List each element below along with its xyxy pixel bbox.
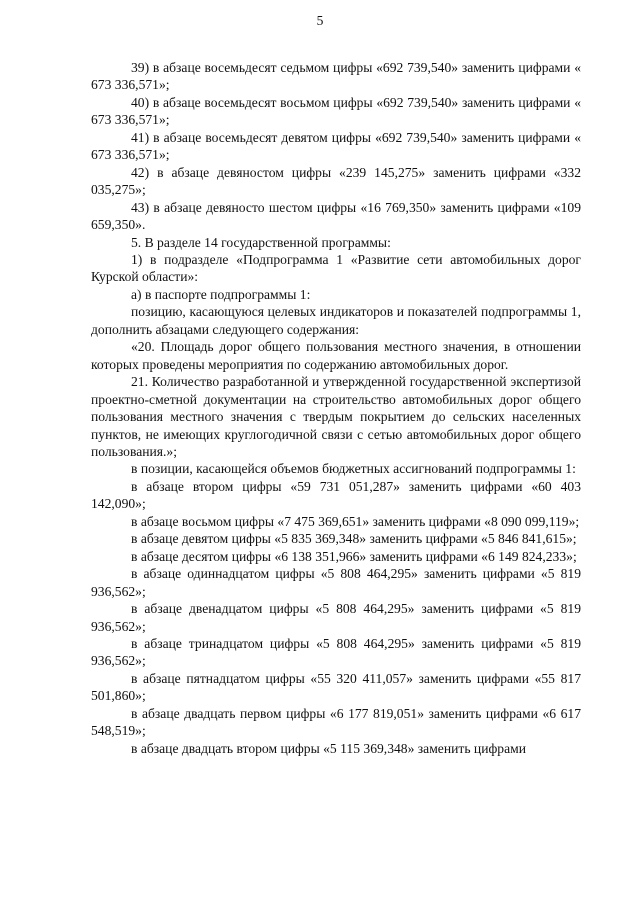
paragraph-indicators: позицию, касающуюся целевых индикаторов и показателей подпрограммы 1, дополнить абзацами следующего содержания:	[91, 304, 581, 337]
paragraph-abzac-12: в абзаце двенадцатом цифры «5 808 464,295» заменить цифрами «5 819 936,562»;	[91, 601, 581, 634]
paragraph-abzac-2: в абзаце втором цифры «59 731 051,287» заменить цифрами «60 403 142,090»;	[91, 478, 581, 512]
paragraph-budget: в позиции, касающейся объемов бюджетных ассигнований подпрограммы 1:	[131, 461, 576, 477]
paragraph-abzac-8: в абзаце восьмом цифры «7 475 369,651» заменить цифрами «8 090 099,119»;	[131, 513, 580, 529]
paragraph-item-43: 43) в абзаце девяносто шестом цифры «16 769,350» заменить цифрами «109 659,350».	[91, 199, 581, 233]
subsection-1: 1) в подразделе «Подпрограмма 1 «Развитие сети автомобильных дорог Курской области»:	[91, 251, 581, 285]
paragraph-abzac-9: в абзаце девятом цифры «5 835 369,348» заменить цифрами «5 846 841,615»;	[131, 531, 577, 547]
paragraph-abzac-10: в абзаце десятом цифры «6 138 351,966» заменить цифрами «6 149 824,233»;	[131, 548, 577, 564]
paragraph-item-20: «20. Площадь дорог общего пользования местного значения, в отношении которых проведены мероприятия по содержанию автомобильных дорог.	[91, 339, 581, 372]
paragraph-item-42: 42) в абзаце девяностом цифры «239 145,275» заменить цифрами «332 035,275»;	[91, 164, 581, 198]
paragraph-abzac-13: в абзаце тринадцатом цифры «5 808 464,295» заменить цифрами «5 819 936,562»;	[91, 635, 581, 669]
paragraph-abzac-21: в абзаце двадцать первом цифры «6 177 819,051» заменить цифрами «6 617 548,519»;	[91, 705, 581, 739]
paragraph-abzac-11: в абзаце одиннадцатом цифры «5 808 464,295» заменить цифрами «5 819 936,562»;	[91, 566, 581, 599]
subsection-a: а) в паспорте подпрограммы 1:	[131, 286, 311, 302]
paragraph-abzac-15: в абзаце пятнадцатом цифры «55 320 411,057» заменить цифрами «55 817 501,860»;	[91, 670, 581, 704]
document-body	[91, 59, 581, 757]
paragraph-item-21: 21. Количество разработанной и утвержденной государственной экспертизой проектно-сметной документации на строительство автомобильных дорог общего пользования местного значения с твердым покрытием до сельских населенных пунктов, не имеющих круглогодичной связи с сетью автомобильных дорог общего пользования.»;	[91, 374, 581, 459]
paragraph-abzac-22: в абзаце двадцать втором цифры «5 115 369,348» заменить цифрами	[131, 740, 526, 756]
paragraph-item-41: 41) в абзаце восемьдесят девятом цифры «692 739,540» заменить цифрами « 673 336,571»;	[91, 129, 581, 163]
page-number: 5	[316, 13, 324, 28]
section-heading-5: 5. В разделе 14 государственной программы:	[131, 234, 391, 250]
paragraph-item-40: 40) в абзаце восемьдесят восьмом цифры «692 739,540» заменить цифрами « 673 336,571»;	[91, 94, 581, 128]
paragraph-item-39: 39) в абзаце восемьдесят седьмом цифры «692 739,540» заменить цифрами « 673 336,571»;	[91, 60, 581, 93]
